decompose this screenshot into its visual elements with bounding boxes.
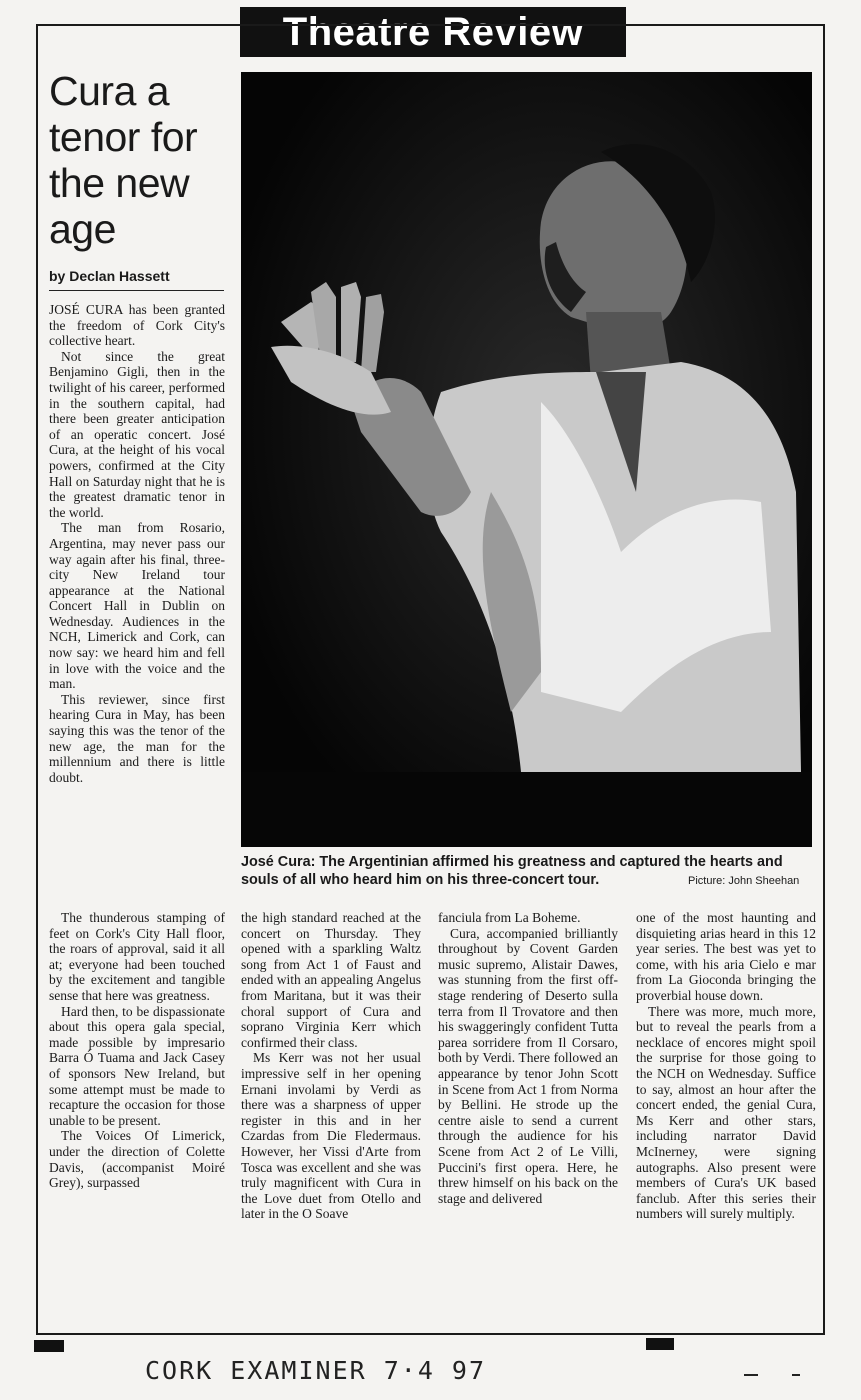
paragraph: the high standard reached at the concert on Thursday. They opened with a sparkling Waltz song from Act 1 of Faust and ended with an appealing Angelus from Maritana, but it was their choral support of Cura and soprano Virginia Kerr which confirmed their class. [241,910,421,1050]
article-column-4 [636,910,816,1222]
tenor-singing-image [241,72,812,847]
paragraph: one of the most haunting and disquieting arias heard in this 12 year series. The best was yet to come, with his aria Cielo e mar from La Gioconda bringing the proverbial house down. [636,910,816,1003]
byline: by Declan Hassett [49,268,170,284]
headline: Cura a tenor for the new age [49,68,198,252]
section-title: Theatre Review [240,7,626,57]
paragraph: The Voices Of Limerick, under the direction of Colette Davis, (accompanist Moiré Grey), surpassed [49,1128,225,1191]
paragraph: Not since the great Benjamino Gigli, then in the twilight of his career, performed in the southern capital, had there been greater anticipation of an operatic concert. José Cura, at the height of his vocal powers, confirmed at the City Hall on Saturday night that he is the greatest dramatic tenor in the world. [49,348,225,520]
scan-mark [34,1340,64,1352]
pen-dash [792,1374,800,1376]
paragraph: This reviewer, since first hearing Cura in May, has been saying this was the tenor of the new age, the man for the millennium and there is little doubt. [49,691,225,785]
paragraph: fanciula from La Boheme. [438,910,581,925]
paragraph: Ms Kerr was not her usual impressive self in her opening Ernani involami by Verdi as there was a sharpness of upper register in this and in her Czardas from Die Fledermaus. However, her Vissi d'Arte from Tosca was excellent and she was truly magnificent with Cura in the Love duet from Otello and later in the O Soave [241,1050,421,1222]
article-column-2 [241,910,421,1222]
article-column-1-bottom [49,910,225,1191]
article-column-1-top [49,302,225,785]
pen-dash [744,1374,758,1376]
paragraph: Cura, accompanied brilliantly throughout by Covent Garden music supremo, Alistair Dawes, was stunning from the first off-stage rendering of Deserto sulla terra from Il Trovatore and then his swaggeringly confident Tutta parea sorridere from Il Corsaro, both by Verdi. There followed an appearance by tenor John Scott in Scene from Act 1 from Norma by Bellini. He strode up the centre aisle to send a current through the audience for his Scene from Act 2 of Le Villi, Puccini's first opera. Here, he threw himself on his back on the stage and delivered [438,925,618,1206]
paragraph: The man from Rosario, Argentina, may never pass our way again after his final, three-city New Ireland tour appearance at the National Concert Hall in Dublin on Wednesday. Audiences in the NCH, Limerick and Cork, can now say: we heard him and fell in love with the voice and the man. [49,520,225,692]
paragraph: The thunderous stamping of feet on Cork's City Hall floor, the roars of approval, said it all at; everyone had been touched by the excitement and tangible sense that here was greatness. [49,910,225,1003]
photo-credit: Picture: John Sheehan [688,875,800,887]
byline-rule [49,290,224,291]
caption-text: José Cura: The Argentinian affirmed his greatness and captured the hearts and souls of all who heard him on his three-concert tour. [241,854,783,888]
handwritten-source-note: CORK EXAMINER 7·4 97 [145,1356,487,1385]
performer-photo [241,72,812,847]
paragraph: Hard then, to be dispassionate about this opera gala special, made possible by impresario Barra Ó Tuama and Jack Casey of sponsors New Ireland, but some attempt must be made to recapture the occasion for those unable to be present. [49,1003,225,1128]
article-column-3 [438,910,618,1206]
paragraph: There was more, much more, but to reveal the pearls from a necklace of encores might spoil the surprise for those going to the NCH on Wednesday. Suffice to say, almost an hour after the concert ended, the genial Cura, Ms Kerr and other stars, including narrator David McInerney, were signing autographs. Also present were members of Cura's UK based fanclub. After this series their numbers will surely multiply. [636,1003,816,1222]
scan-mark [646,1338,674,1350]
paragraph: JOSÉ CURA has been granted the freedom of Cork City's collective heart. [49,302,225,349]
